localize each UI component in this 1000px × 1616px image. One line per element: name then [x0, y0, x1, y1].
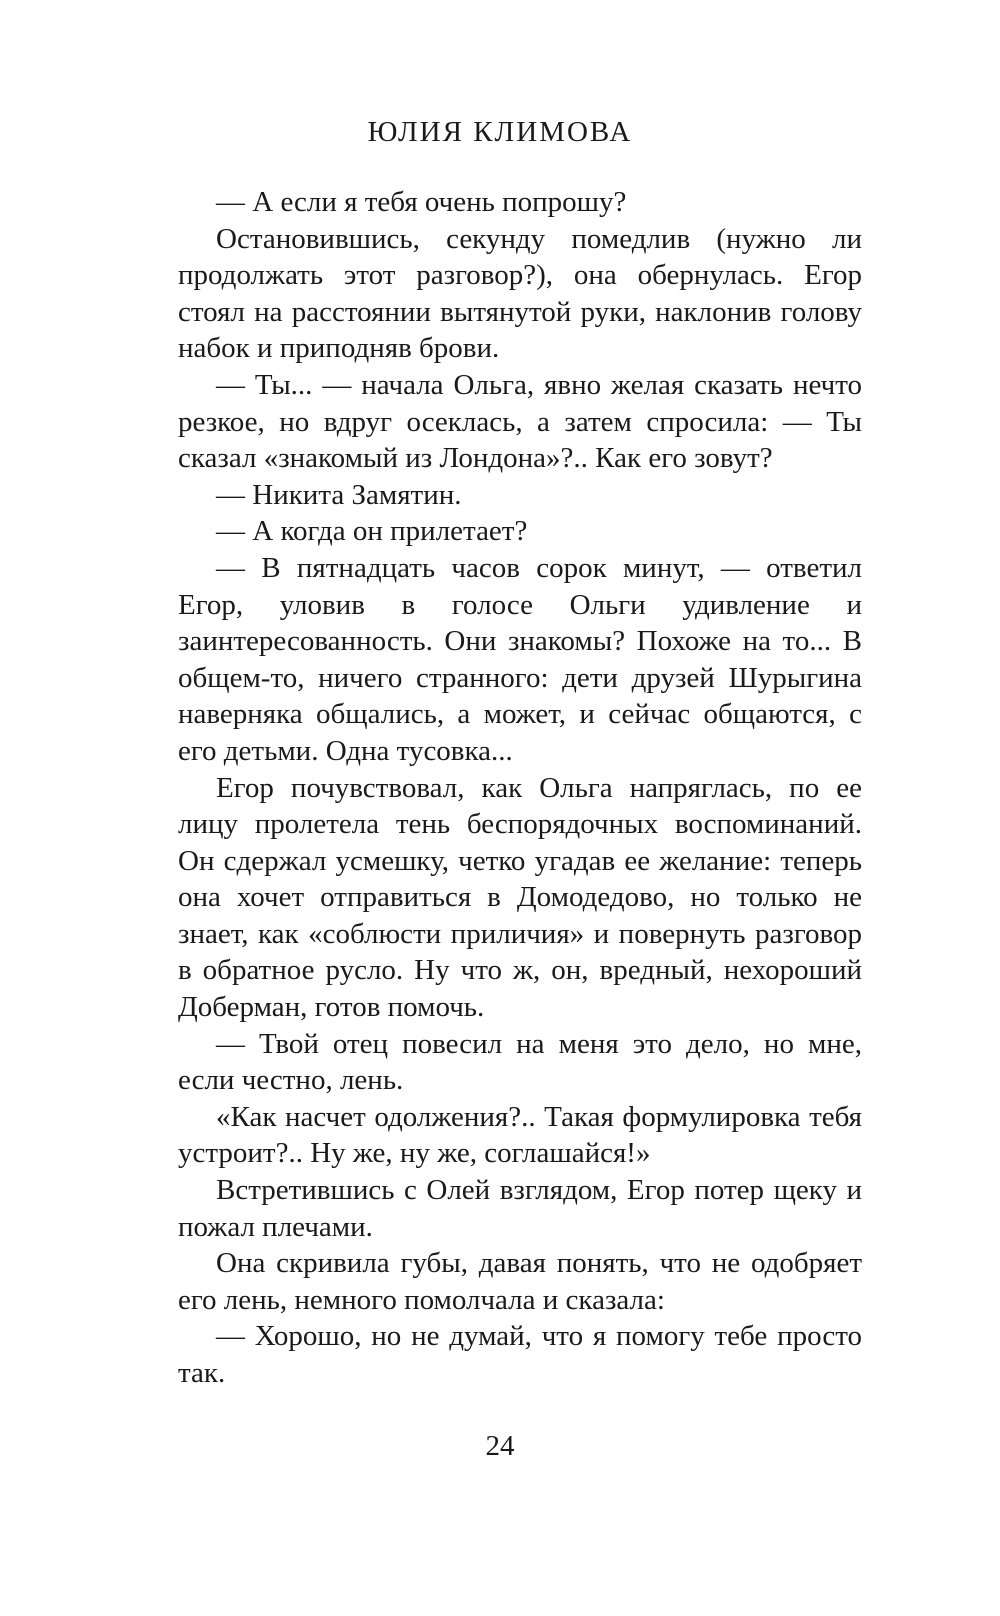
- paragraph: — В пятнадцать часов сорок минут, — ответил Егор, уловив в голосе Ольги удивление и заинтересованность. Они знакомы? Похоже на то... В общем-то, ничего странного: дети друзей Шурыгина наверняка общались, а может, и сейчас общаются, с его детьми. Одна тусовка...: [178, 551, 862, 767]
- paragraph: Она скривила губы, давая понять, что не одобряет его лень, немного помолчала и сказала:: [178, 1247, 862, 1316]
- text-block: [178, 184, 862, 1392]
- paragraph: Остановившись, секунду помедлив (нужно ли продолжать этот разговор?), она обернулась. Егор стоял на расстоянии вытянутой руки, наклонив голову набок и приподняв брови.: [178, 222, 862, 365]
- paragraph: — Ты... — начала Ольга, явно желая сказать нечто резкое, но вдруг осеклась, а затем спросила: — Ты сказал «знакомый из Лондона»?.. Как его зовут?: [178, 368, 862, 475]
- paragraph: Встретившись с Олей взглядом, Егор потер щеку и пожал плечами.: [178, 1174, 862, 1243]
- paragraph: — А когда он прилетает?: [216, 515, 528, 548]
- paragraph: — А если я тебя очень попрошу?: [216, 186, 627, 218]
- running-head: ЮЛИЯ КЛИМОВА: [367, 116, 633, 148]
- paragraph: — Хорошо, но не думай, что я помогу тебе просто так.: [178, 1320, 862, 1389]
- paragraph: «Как насчет одолжения?.. Такая формулировка тебя устроит?.. Ну же, ну же, соглашайся!»: [178, 1100, 862, 1170]
- paragraph: Егор почувствовал, как Ольга напряглась, по ее лицу пролетела тень беспорядочных воспоминаний. Он сдержал усмешку, четко угадав ее желание: теперь она хочет отправиться в Домодедово, но только не знает, как «соблюсти приличия» и повернуть разговор в обратное русло. Ну что ж, он, вредный, нехороший Доберман, готов помочь.: [178, 771, 862, 1024]
- paragraph: — Никита Замятин.: [216, 478, 462, 511]
- page-number: 24: [485, 1430, 515, 1462]
- paragraph: — Твой отец повесил на меня это дело, но мне, если честно, лень.: [178, 1027, 862, 1097]
